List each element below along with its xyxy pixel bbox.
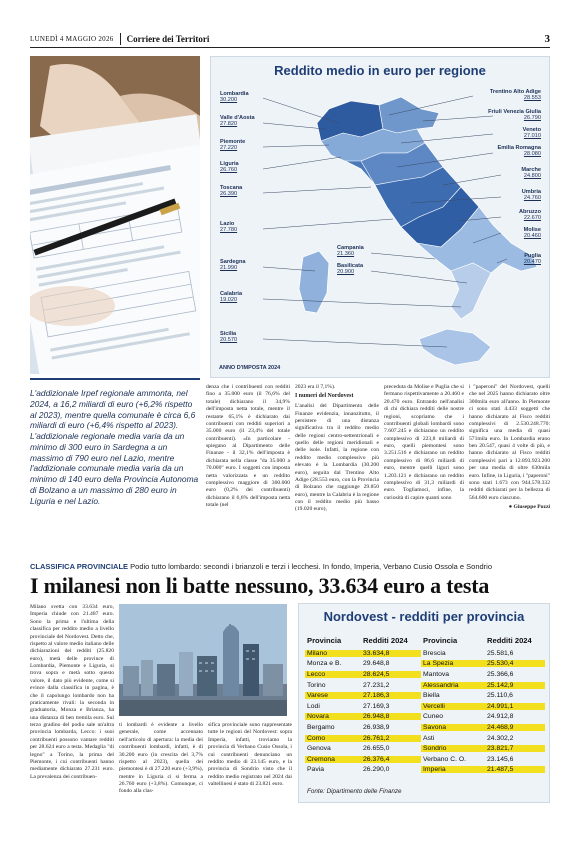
tax-documents-photo (30, 56, 200, 374)
milan-skyline-photo (119, 604, 287, 716)
col-header-income-left: Redditi 2024 (363, 636, 408, 645)
col-header-province-right: Provincia (423, 636, 458, 645)
milan-skyline-illustration (119, 604, 287, 716)
province-income: 25.110,6 (487, 692, 513, 700)
table-row (305, 712, 545, 723)
province-income: 27.169,3 (363, 702, 390, 710)
province-name: Mantova (423, 670, 450, 678)
province-name: Asti (423, 734, 435, 742)
province-name: Imperia (421, 766, 487, 773)
province-name: Pavia (307, 766, 325, 774)
province-name: Lecco (305, 671, 363, 678)
province-name: La Spezia (421, 660, 487, 667)
italy-map-illustration (211, 57, 550, 378)
table-source-note: Fonte: Dipartimento delle Finanze (307, 788, 402, 795)
article1-column-1 (206, 384, 290, 509)
table-row (305, 648, 545, 659)
province-name: Alessandria (421, 682, 487, 689)
province-income: 33.634,8 (363, 650, 421, 657)
col-header-province-left: Provincia (307, 636, 342, 645)
table-row (305, 701, 545, 712)
table-row (305, 765, 545, 776)
province-name: Como (305, 735, 363, 742)
article1-column-4 (469, 384, 550, 511)
article1-col1-text: denza che i contribuenti con redditi fino a 35.000 euro (il 76,6% del totale) dichiarano il 34,9% dell'imposta netta totale, mentre il restante 65,1% è dichiarato dai contribuenti con redditi superiori a 35.000 euro (il 23,4% del totale contribuenti). «In particolare - spiegano al Dipartimento delle Finanze - il 32,1% dell'imposta è dichiarata nella classe "da 35.000 a 70.000" euro. I soggetti con imposta netta valorizzata e un reddito complessivo maggiore di 300.000 euro (0,2% dei contribuenti) dichiarano il 6,6% dell'imposta netta totale (nel (206, 384, 290, 508)
map-tax-year-note: ANNO D'IMPOSTA 2024 (219, 365, 281, 371)
region-label-sicilia: Sicilia 20.570 (220, 331, 238, 344)
province-income: 23.145,6 (487, 755, 514, 763)
province-income: 26.376,4 (363, 756, 421, 763)
article1-subheading: I numeri del Nordovest (295, 393, 354, 400)
province-income: 28.624,5 (363, 671, 421, 678)
issue-date: LUNEDÌ 4 MAGGIO 2026 (30, 34, 114, 43)
article2-col3-text: sifica provinciale sono rappresentate tutte le regioni del Nordovest: sopra Imperia, infatti, troviamo la provincia di Verbano Cusio Ossola, i cui contribuenti denunciano un reddito medio di 23.145 euro, e la provincia di Sondrio visto che il reddito medio registrato nel 2024 dai valtellinesi è stato di 23.821 euro. (208, 722, 292, 787)
province-name: Sondrio (421, 745, 487, 752)
article2-col2-text: ti lombardi è evidente a livello generale, come accennato nell'articolo di apertura: la media dei contribuenti lombardi, infatti, è di 30.200 euro (in crescita del 3,7% rispetto al 2023), quella dei piemontesi è di 27.220 euro (+3,9%), mentre in Liguria ci si ferma a 26.760 euro (+3,8%). Comunque, ci fondo alla clas- (119, 722, 203, 795)
province-name: Brescia (423, 649, 446, 657)
province-income: 24.302,2 (487, 734, 514, 742)
province-income: 27.231,2 (363, 681, 390, 689)
province-name: Bergamo (307, 723, 335, 731)
map-title: Reddito medio in euro per regione (274, 63, 486, 78)
page-header (30, 30, 550, 48)
region-label-liguria: Liguria 26.760 (220, 161, 239, 174)
article1-column-3 (384, 384, 464, 502)
article2-headline: I milanesi non li batte nessuno, 33.634 euro a testa (30, 573, 490, 598)
province-income-table (298, 603, 550, 803)
province-income: 24.991,1 (487, 703, 545, 710)
article1-col2-text: L'analisi del Dipartimento delle Finanze evidenzia, innanzitutto, il persistere di una distanza significativa tra il reddito medio delle regioni centro-settentrionali e quello delle regioni meridionali e delle isole. Infatti, la regione con reddito medio complessivo più elevato è la Lombardia (30.200 euro), seguita dal Trentino Alto Adige (28.553 euro, con la Provincia di Bolzano che raggiunge 29.850 euro), mentre la Calabria è la regione con il reddito medio più basso (19.020 euro), (295, 403, 379, 513)
table-row (305, 743, 545, 754)
kicker-section-label: CLASSIFICA PROVINCIALE (30, 562, 129, 571)
region-label-lombardia: Lombardia 30.200 (220, 91, 249, 104)
table-row (305, 733, 545, 744)
province-income: 25.530,4 (487, 660, 545, 667)
region-label-calabria: Calabria 19.020 (220, 291, 243, 304)
province-income: 21.487,5 (487, 766, 545, 773)
province-income: 26.938,9 (363, 723, 390, 731)
regional-income-map (210, 56, 550, 378)
region-label-abruzzo: Abruzzo 22.670 (518, 209, 541, 222)
province-income: 25.142,9 (487, 682, 545, 689)
province-income: 26.655,0 (363, 745, 390, 753)
table-header-row (305, 636, 545, 648)
province-name: Novara (305, 713, 363, 720)
province-income: 26.761,2 (363, 735, 421, 742)
region-label-molise: Molise 20.460 (523, 227, 541, 240)
table-row (305, 754, 545, 765)
province-name: Savona (421, 724, 487, 731)
province-name: Lodi (307, 702, 320, 710)
region-label-puglia: Puglia 20.470 (523, 253, 541, 266)
ranking-grid (305, 636, 545, 775)
page-number: 3 (544, 32, 550, 45)
tax-documents-illustration (30, 56, 200, 374)
province-name: Verbano C. O. (423, 755, 467, 763)
kicker-summary: Podio tutto lombardo: secondi i brianzoli e terzi i lecchesi. In fondo, Imperia, Verbano Cusio Ossola e Sondrio (130, 562, 493, 571)
province-name: Genova (307, 745, 331, 753)
province-name: Torino (307, 681, 326, 689)
province-income: 29.648,8 (363, 660, 390, 668)
article2-column-2 (119, 722, 203, 796)
author-signature: ● Giuseppe Pozzi (508, 504, 550, 510)
article2-column-1 (30, 604, 114, 781)
province-income: 25.581,6 (487, 649, 514, 657)
table-row (305, 659, 545, 670)
province-name: Vercelli (421, 703, 487, 710)
table-row (305, 669, 545, 680)
province-name: Cremona (305, 756, 363, 763)
header-divider (120, 33, 121, 45)
col-header-income-right: Redditi 2024 (487, 636, 532, 645)
article2-column-3 (208, 722, 292, 788)
region-label-piemonte: Piemonte 27.220 (220, 139, 246, 152)
province-income: 23.821,7 (487, 745, 545, 752)
province-name: Monza e B. (307, 660, 342, 668)
region-label-toscana: Toscana 26.390 (220, 185, 243, 198)
region-label-emilia-romagna: Emilia Romagna 28.080 (497, 145, 541, 158)
article2-col1-text: Milano svetta con 33.634 euro, Imperia chiude con 21.487 euro. Sono la prima e l'ultima della classifica per reddito medio a livello provinciale del Nordovest. Detto che, rispetto al valore medio italiano delle dichiarazioni dei redditi (25.820 euro), metà delle province di Lombardia, Piemonte e Liguria, si trova sopra e metà sotto questo valore, il dato più evidente, come si evince dalla classifica in pagina, è che il capolungo lombardo non ha praticamente rivali: la seconda in graduatoria, Monza e Brianza, ha una distanza di ben tremila euro. Sul terzo gradino del podio sale un'altra provincia lombarda, Lecco: i suoi contribuenti possono vantare redditi per 28.624 euro a testa. Medaglia "di legno" a Torino, la prima del Piemonte, i cui contribuenti hanno mediamente dichiarato 27.231 euro. La prevalenza dei contribuen- (30, 604, 114, 780)
lead-rule (30, 378, 200, 380)
province-income: 25.366,6 (487, 670, 514, 678)
region-label-marche: Marche 24.800 (521, 167, 541, 180)
province-name: Milano (305, 650, 363, 657)
publication-name: Corriere dei Territori (126, 33, 210, 44)
article1-col2-intro: 2023 era il 7,1%). (295, 384, 336, 390)
region-label-trentino-alto-adige: Trentino Alto Adige 28.553 (489, 89, 541, 102)
table-row (305, 680, 545, 691)
article1-column-2 (295, 384, 379, 514)
table-row (305, 722, 545, 733)
article-lead: L'addizionale Irpef regionale ammonta, nel 2024, a 16,2 miliardi di euro (+6,2% rispetto al 2023), mentre quella comunale è circa 6,6 miliardi di euro (+6,4% rispetto al 2023). L'addizionale regionale media varia da un minimo di 300 euro in Sardegna a un massimo di 790 euro nel Lazio, mentre l'addizionale comunale media varia da un minimo di 140 euro della Provincia Autonoma di Bolzano a un massimo di 280 euro in Liguria e nel Lazio. (30, 388, 199, 506)
region-label-sardegna: Sardegna 21.990 (220, 259, 246, 272)
province-income: 24.468,9 (487, 724, 545, 731)
region-label-campania: Campania 21.360 (337, 245, 364, 258)
table-row (305, 690, 545, 701)
province-income: 26.948,8 (363, 713, 421, 720)
region-label-valle-d-aosta: Valle d'Aosta 27.820 (220, 115, 255, 128)
region-label-basilicata: Basilicata 20.900 (337, 263, 364, 276)
province-name: Varese (305, 692, 363, 699)
province-income: 24.912,8 (487, 713, 514, 721)
region-label-lazio: Lazio 27.780 (220, 221, 238, 234)
article1-col4-text: i "paperoni" del Nordovest, quelli che nel 2025 hanno dichiarato oltre 300mila euro all'anno. In Piemonte ci sono stati 4.433 soggetti che hanno dichiarato al Fisco redditi complessivi di 2.530.248.770: significa una media di quasi 571mila euro. In Lombardia erano ben 20.547, quasi 4 volte di più, e hanno dichiarato al Fisco redditi complessivi pari a 12.893.923.200 per una media di oltre 630mila euro. Infine, in Liguria, i "paperoni" sono stati 1.673 con 944.578.332 redditi dichiarati per la bellezza di 564.600 euro ciascuno. (469, 384, 550, 501)
province-name: Cuneo (423, 713, 444, 721)
article1-col3-text: preceduta da Molise e Puglia che si fermano rispettivamente a 20.460 e 20.470 euro. Entrando nell'analisi di chi dichiara redditi delle nostre regioni, scopriamo che i contribuenti globali lombardi sono 7.607.245 e dichiarano un reddito complessivo di 223,8 miliardi di euro, quelli piemontesi sono 3.251.516 e dichiarano un reddito complessivo di 86,6 miliardi di euro, mentre quelli liguri sono 1.203.121 e dichiarano un reddito complessivo di 31,3 miliardi di euro. Togliamoci, infine, la curiosità di capire quanti sono (384, 384, 464, 501)
table-title: Nordovest - redditi per provincia (323, 609, 525, 624)
province-income: 26.290,0 (363, 766, 390, 774)
article2-kicker (30, 562, 550, 571)
province-income: 27.186,3 (363, 692, 421, 699)
province-name: Biella (423, 692, 440, 700)
region-label-umbria: Umbria 24.760 (521, 189, 541, 202)
region-label-friuli-venezia-giulia: Friuli Venezia Giulia 26.790 (488, 109, 541, 122)
region-label-veneto: Veneto 27.010 (522, 127, 541, 140)
